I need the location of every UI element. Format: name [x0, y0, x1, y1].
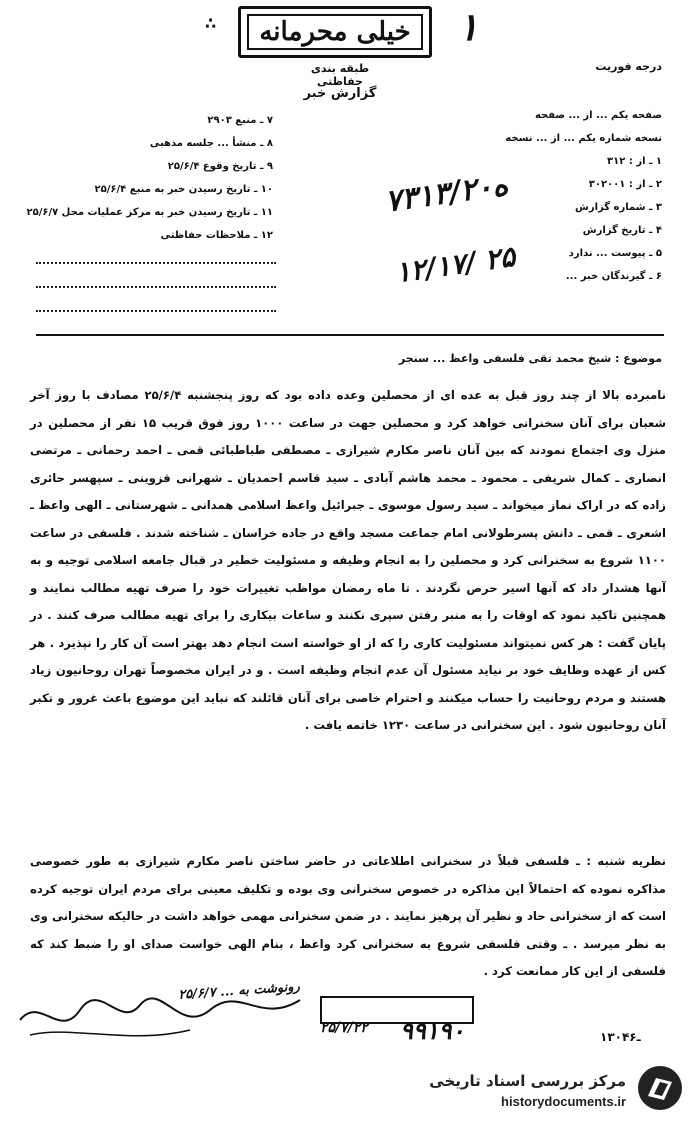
document-id: ۹۹۱۹۰ [400, 1016, 465, 1045]
blank-line-2 [36, 286, 276, 288]
field-from-2: ۲ ـ از : ۳۰۲۰۰۱ [588, 179, 662, 190]
field-copy: نسخه شماره یکم ... از ... نسخه [505, 133, 662, 144]
report-title: گزارش خبر [303, 86, 377, 101]
field-recipients: ۶ ـ گیرندگان خبر ... [565, 271, 662, 282]
field-report-number: ۳ ـ شماره گزارش [575, 202, 662, 213]
field-page: صفحه یکم ... از ... صفحه [534, 110, 662, 121]
field-report-date: ۴ ـ تاریخ گزارش [582, 225, 662, 236]
field-security-notes: ۱۲ ـ ملاحظات حفاظتی [160, 230, 273, 241]
watermark-site: historydocuments.ir [501, 1094, 626, 1109]
page-mark: ۱ [458, 4, 479, 49]
priority-label: درجه فوریت [595, 60, 662, 73]
dot-mark: ∴ [205, 14, 217, 33]
archive-logo-icon [636, 1064, 684, 1112]
analysis-section [30, 848, 666, 986]
body-paragraph: نامبرده بالا از چند روز قبل به عده ای از محصلین وعده داده بود که روز پنجشنبه ۲۵/۶/۴ مصادف با روز آخر شعبان برای آنان سخنرانی خواهد کرد و محصلین جهت در ساعت ۱۰۰۰ روز فوق قریب ۱۵ نفر از محصلین در منزل وی اجتماع نمودند که بین آنان ناصر مکارم شیرازی ـ مصطفی طباطبائی قمی ـ احمد رحمانی ـ مرتضی انصاری ـ کمال شریفی ـ محمود ـ محمد هاشم آبادی ـ سید قاسم احمدیان ـ شهرانی قزوینی ـ سپهسر حائری زاده که در اراک نماز میخواند ـ سید رسول موسوی ـ جبرائیل واعظ اسلامی همدانی ـ شهرستانی ـ الهی واعظ ـ اشعری ـ قمی ـ دانش پسرطولانی امام جماعت مسجد واقع در جاده خراسان ـ شناخته شدند . فلسفی در ساعت ۱۱۰۰ شروع به سخنرانی کرد و محصلین را به انجام وظیفه و مسئولیت خطیر در قبال جامعه اسلامی توجیه و به آنها هشدار داد که آنها اسیر حرص نگردند . تا ماه رمضان مواظب تغییرات خود را صرف تهیه مطالب نمایند و همچنین تاکید نمود که اوقات را به منبر رفتن سپری نکنند و ساعات بیکاری را برای تهیه مطالب صرف کنند . در پایان گفت : هر کس نمیتواند مسئولیت کاری را که از او خواسته است انجام دهد بهتر است آن کار را نپذیرد . هر کس از عهده وظایف خود بر نیاید مسئول آن عدم انجام وظیفه است . و در ایران مخصوصاً تهران روحانیون زیاد هستند و مردم روحانیت را حساب میکنند و احترام خاصی برای آنان قائلند که نباید این موضوع باعث غرور و تکبر آنان روحانیون شود . این سخنرانی در ساعت ۱۲۳۰ خاتمه یافت . [30, 388, 667, 732]
dept-line: طبقه بندی حفاظتی [310, 62, 370, 88]
registration-number: ۲۵/۷/۲۲ [320, 1020, 368, 1036]
signature-note: رونوشت به ... ۲۵/۶/۷ [177, 979, 301, 1003]
field-origin: ۸ ـ منشأ ... جلسه مذهبی [149, 138, 273, 149]
watermark-org: مرکز بررسی اسناد تاریخی [429, 1072, 626, 1090]
field-event-date: ۹ ـ تاریخ وقوع ۲۵/۶/۴ [167, 161, 273, 172]
field-received-source: ۱۰ ـ تاریخ رسیدن خبر به منبع ۲۵/۶/۴ [94, 184, 273, 195]
field-from-1: ۱ ـ از : ۳۱۲ [607, 156, 662, 167]
report-body [30, 382, 666, 740]
handwritten-report-date: ۱۲/۱۷/ ۲۵ [393, 239, 518, 290]
bottom-left-number: ۱۳۰ـ۴۶ [600, 1030, 641, 1044]
blank-line-1 [36, 262, 276, 264]
analysis-paragraph: نظریه شنبه : ـ فلسفی قبلاً در سخنرانی اطلاعاتی در حاضر ساختن ناصر مکارم شیرازی به طور خصوصی مذاکره نموده که احتمالاً این مذاکره در خصوص سخنرانی وی بوده و تکلیف معینی برای مردم ایران توجیه کرده است که از سخنرانی حاد و نظیر آن پرهیز نمایند . در ضمن سخنرانی مهمی خواهد داشت در حالیکه سخنرانی وی به نظر میرسد . ـ وقتی فلسفی شروع به سخنرانی کرد واعظ ، بنام الهی خواست صدای او را ضبط کند که فلسفی از این کار ممانعت کرد . [30, 854, 666, 978]
field-received-center: ۱۱ ـ تاریخ رسیدن خبر به مرکز عملیات محل ۲۵/۶/۷ [26, 207, 273, 218]
subject-line: موضوع : شیخ محمد تقی فلسفی واعظ ... سنجر [398, 352, 662, 365]
classification-stamp [238, 6, 432, 58]
field-source: ۷ ـ منبع ۲۹۰۳ [207, 115, 273, 126]
signature-scribble [10, 990, 310, 1050]
header-rule [36, 334, 664, 336]
field-attachment: ۵ ـ پیوست ... ندارد [568, 248, 662, 259]
classification-stamp-text: خیلی محرمانه [247, 14, 423, 50]
left-fields [28, 115, 273, 253]
blank-line-3 [36, 310, 276, 312]
handwritten-report-number: ۷۳۱۳/۲۰ه [383, 167, 511, 220]
